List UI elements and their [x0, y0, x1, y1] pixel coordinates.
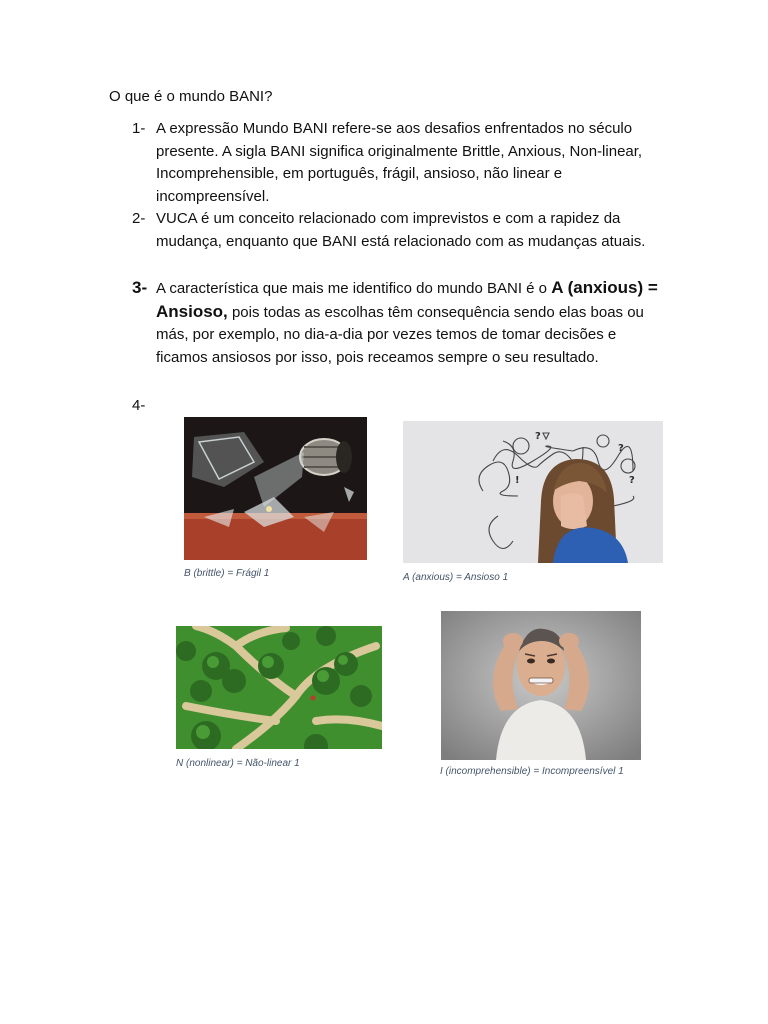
item-text-part: pois todas as escolhas têm consequência sendo elas boas ou más, por exemplo, no dia-a-dia por vezes temos de tomar decisões e ficamos ansiosos por isso, pois receamos sempre o seu resultado. [156, 303, 644, 366]
figure-caption-incomprehensible: I (incomprehensible) = Incompreensível 1 [440, 766, 624, 777]
incomprehensible-image [441, 611, 641, 760]
page-title: O que é o mundo BANI? [109, 88, 273, 105]
item-text [156, 277, 672, 369]
figure-caption-anxious: A (anxious) = Ansioso 1 [403, 572, 509, 583]
item-text-part: A característica que mais me identifico do mundo BANI é o [156, 280, 552, 297]
figure-caption-nonlinear: N (nonlinear) = Não-linear 1 [176, 758, 300, 769]
item-number: 3- [132, 278, 148, 297]
item-text: VUCA é um conceito relacionado com imprevistos e com a rapidez da mudança, enquanto que BANI está relacionado com as mudanças atuais. [156, 210, 646, 250]
svg-text:?: ? [629, 475, 635, 486]
item-number: 4- [132, 397, 146, 414]
item-number: 1- [132, 120, 146, 137]
highlight-text: A (anxious) = Ansioso, [156, 278, 658, 321]
svg-text:?: ? [618, 443, 624, 454]
list-item-2 [132, 208, 672, 253]
svg-text:?: ? [535, 431, 541, 442]
list-item-3 [132, 277, 672, 369]
item-text: A expressão Mundo BANI refere-se aos desafios enfrentados no século presente. A sigla BANI significa originalmente Brittle, Anxious, Non-linear, Incomprehensible, em português, frágil, ansioso, não linear e incompreensível. [156, 120, 643, 205]
svg-text:!: ! [515, 475, 520, 486]
item-number: 2- [132, 210, 146, 227]
list-item-1 [132, 118, 672, 208]
brittle-image [184, 417, 367, 560]
nonlinear-image [176, 626, 382, 749]
anxious-image [403, 421, 663, 563]
figure-caption-brittle: B (brittle) = Frágil 1 [184, 568, 270, 579]
